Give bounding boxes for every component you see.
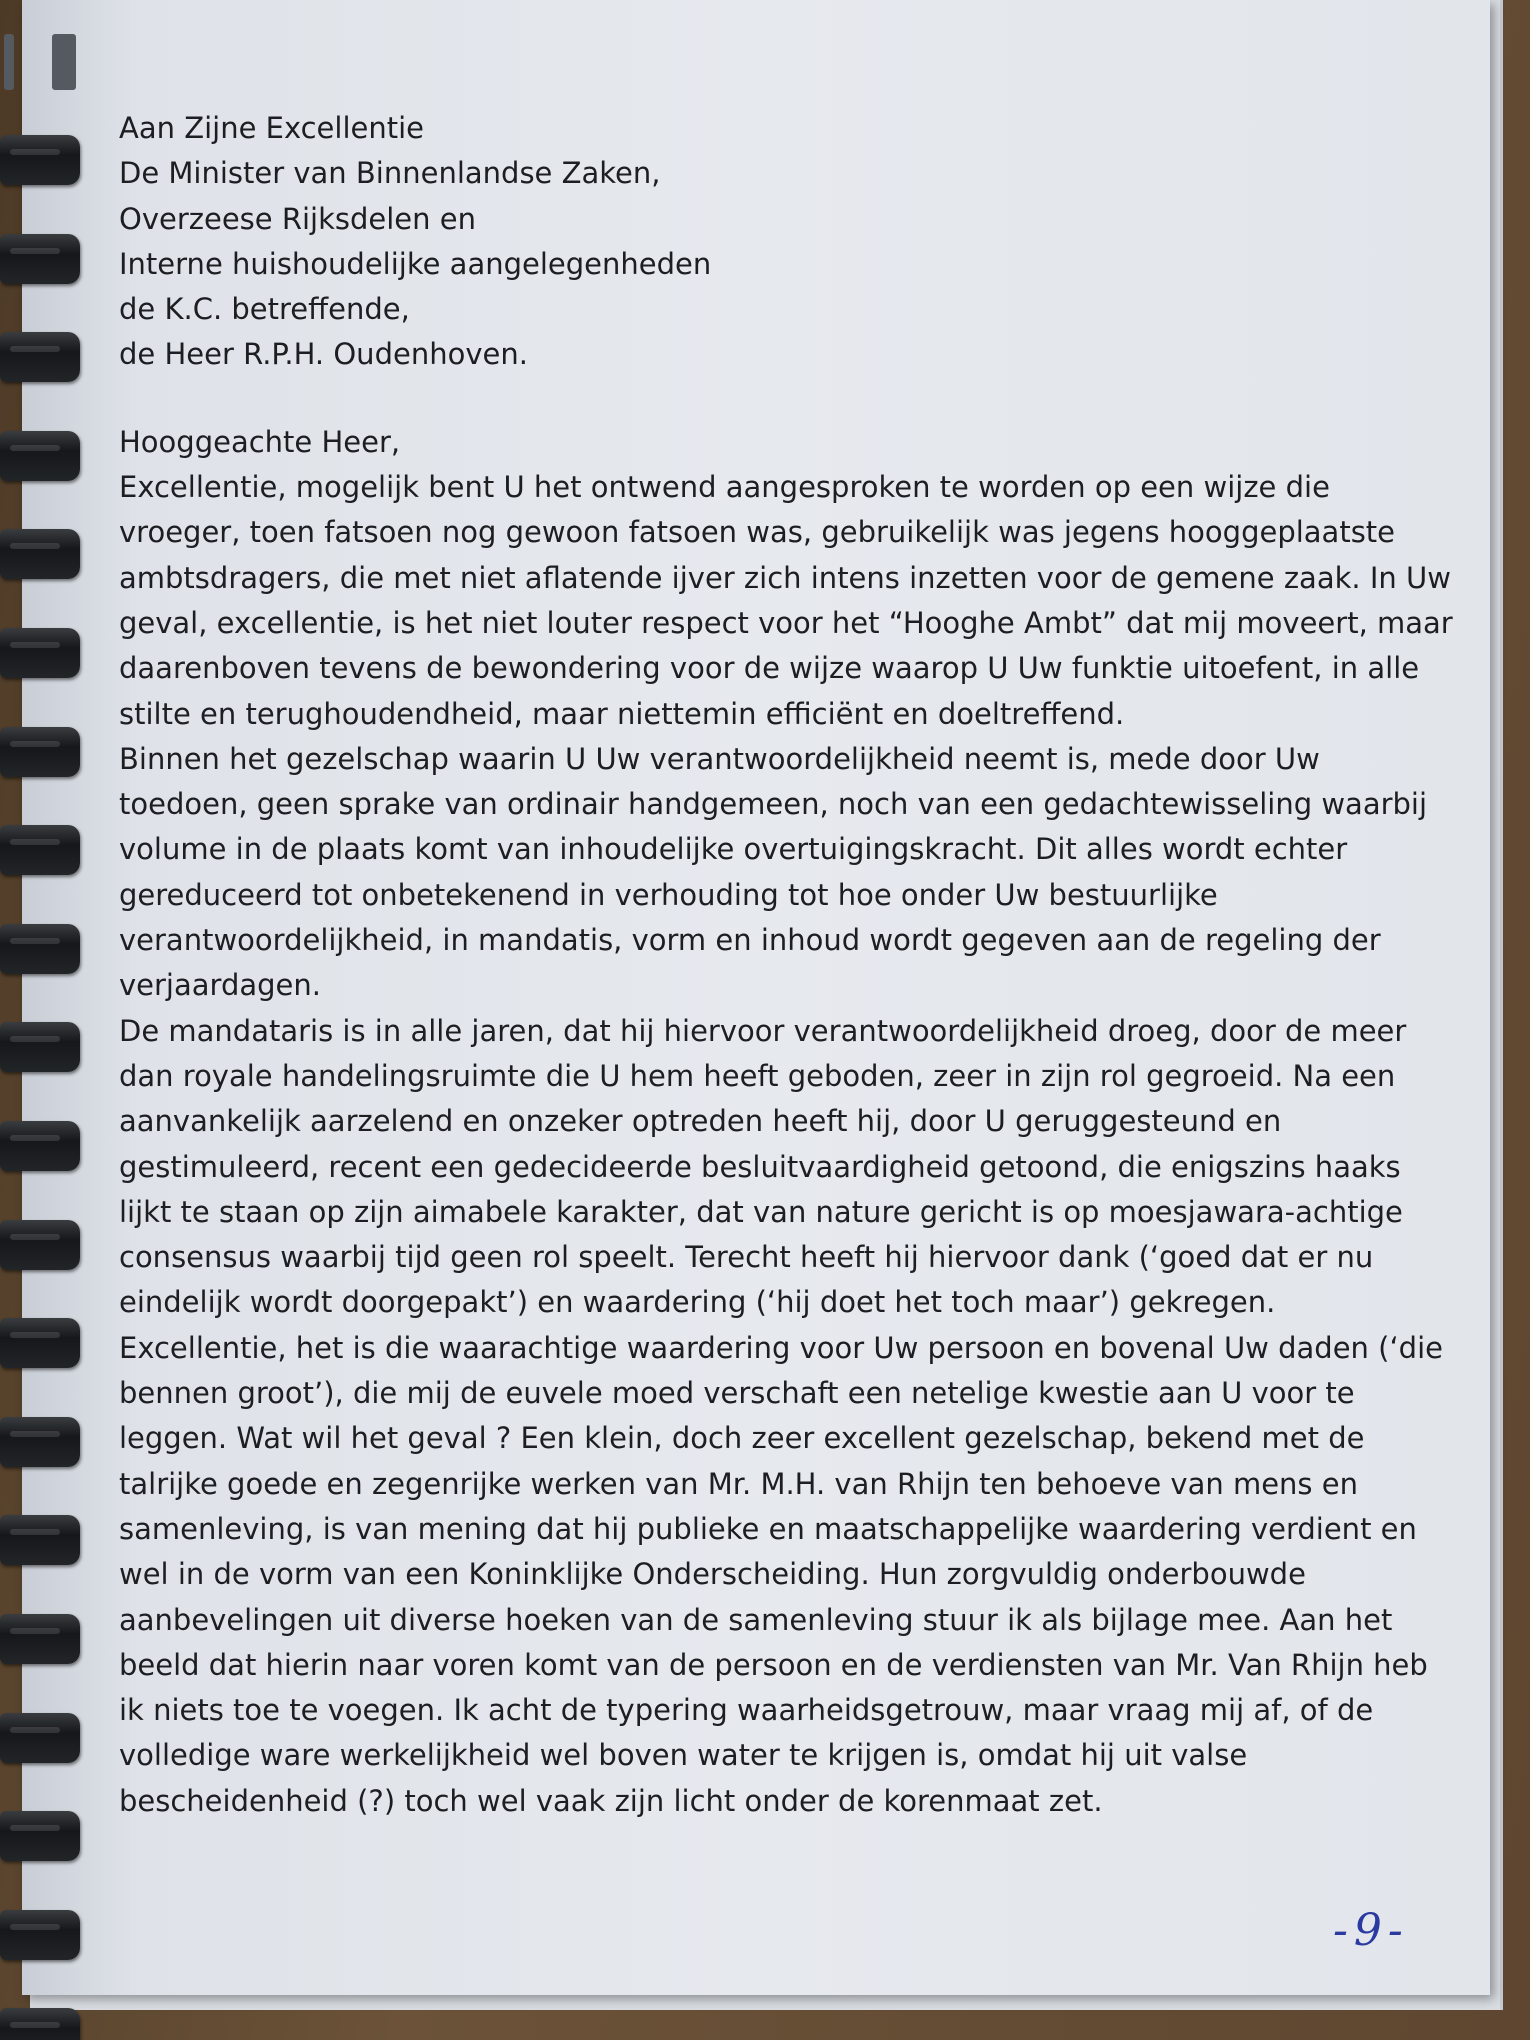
binding-top-mark: [4, 34, 14, 90]
address-line: de Heer R.P.H. Oudenhoven.: [119, 337, 528, 372]
body-line: aanvankelijk aarzelend en onzeker optreden heeft hij, door U geruggesteund en: [119, 1104, 1282, 1139]
binding-ring: [0, 1811, 80, 1861]
body-line: Excellentie, het is die waarachtige waardering voor Uw persoon en bovenal Uw daden (‘die: [119, 1330, 1443, 1365]
body-line: gestimuleerd, recent een gedecideerde besluitvaardigheid getoond, die enigszins haaks: [119, 1149, 1401, 1184]
address-line: de K.C. betreffende,: [119, 292, 410, 327]
binding-ring: [0, 234, 80, 284]
body-line: aanbevelingen uit diverse hoeken van de samenleving stuur ik als bijlage mee. Aan het: [119, 1602, 1393, 1637]
address-line: Overzeese Rijksdelen en: [119, 201, 476, 236]
binding-ring: [0, 1713, 80, 1763]
spiral-binding: [0, 0, 90, 2040]
binding-ring: [0, 1614, 80, 1664]
body-line: verjaardagen.: [119, 968, 321, 1003]
binding-ring: [0, 727, 80, 777]
body-line: volledige ware werkelijkheid wel boven water te krijgen is, omdat hij uit valse: [119, 1738, 1248, 1773]
body-line: beeld dat hierin naar voren komt van de persoon en de verdiensten van Mr. Van Rhijn heb: [119, 1647, 1428, 1682]
binding-ring: [0, 924, 80, 974]
address-line: De Minister van Binnenlandse Zaken,: [119, 156, 661, 191]
binding-ring: [0, 529, 80, 579]
binding-ring: [0, 431, 80, 481]
body-line: ambtsdragers, die met niet aflatende ijver zich intens inzetten voor de gemene zaak. In Uw: [119, 560, 1451, 595]
body-line: gereduceerd tot onbetekenend in verhouding tot hoe onder Uw bestuurlijke: [119, 877, 1218, 912]
body-line: leggen. Wat wil het geval ? Een klein, doch zeer excellent gezelschap, bekend met de: [119, 1421, 1365, 1456]
binding-ring: [0, 825, 80, 875]
binding-ring: [0, 2008, 80, 2040]
body-line: ik niets toe te voegen. Ik acht de typering waarheidsgetrouw, maar vraag mij af, of de: [119, 1693, 1374, 1728]
address-block: [119, 106, 1409, 378]
binding-ring: [0, 628, 80, 678]
body-line: Binnen het gezelschap waarin U Uw verantwoordelijkheid neemt is, mede door Uw: [119, 741, 1320, 776]
body-line: bennen groot’), die mij de euvele moed verschaft een netelige kwestie aan U voor te: [119, 1376, 1355, 1411]
body-line: vroeger, toen fatsoen nog gewoon fatsoen was, gebruikelijk was jegens hooggeplaatste: [119, 515, 1396, 550]
body-line: toedoen, geen sprake van ordinair handgemeen, noch van een gedachtewisseling waarbij: [119, 787, 1428, 822]
binding-ring: [0, 1121, 80, 1171]
address-line: Aan Zijne Excellentie: [119, 111, 424, 145]
body-line: dan royale handelingsruimte die U hem heeft geboden, zeer in zijn rol gegroeid. Na een: [119, 1058, 1396, 1093]
body-line: Excellentie, mogelijk bent U het ontwend aangesproken te worden op een wijze die: [119, 470, 1330, 505]
binding-ring: [0, 1318, 80, 1368]
body-line: De mandataris is in alle jaren, dat hij hiervoor verantwoordelijkheid droeg, door de meer: [119, 1013, 1407, 1048]
body-line: consensus waarbij tijd geen rol speelt. Terecht heeft hij hiervoor dank (‘goed dat er nu: [119, 1240, 1374, 1275]
binding-ring: [0, 1515, 80, 1565]
body-line: geval, excellentie, is het niet louter respect voor het “Hooghe Ambt” dat mij moveert, maar: [119, 605, 1453, 640]
letter-body: [119, 465, 1453, 1824]
page-number: -9-: [1333, 1905, 1409, 1956]
binding-ring: [0, 1910, 80, 1960]
binding-ring: [0, 1220, 80, 1270]
body-line: volume in de plaats komt van inhoudelijke overtuigingskracht. Dit alles wordt echter: [119, 832, 1348, 867]
binding-ring: [0, 1022, 80, 1072]
body-line: wel in de vorm van een Koninklijke Onderscheiding. Hun zorgvuldig onderbouwde: [119, 1557, 1306, 1592]
salutation: Hooggeachte Heer,: [119, 424, 401, 459]
binding-ring: [0, 135, 80, 185]
body-line: eindelijk wordt doorgepakt’) en waardering (‘hij doet het toch maar’) gekregen.: [119, 1285, 1276, 1320]
address-line: Interne huishoudelijke aangelegenheden: [119, 246, 712, 281]
spacer: [119, 378, 1409, 420]
body-line: samenleving, is van mening dat hij publieke en maatschappelijke waardering verdient en: [119, 1511, 1417, 1546]
body-line: lijkt te staan op zijn aimabele karakter, dat van nature gericht is op moesjawara-achtige: [119, 1194, 1403, 1229]
body-line: verantwoordelijkheid, in mandatis, vorm en inhoud wordt gegeven aan de regeling der: [119, 923, 1381, 958]
body-line: talrijke goede en zegenrijke werken van Mr. M.H. van Rhijn ten behoeve van mens en: [119, 1466, 1358, 1501]
body-line: stilte en terughoudendheid, maar niettemin efficiënt en doeltreffend.: [119, 696, 1125, 731]
binding-top-mark: [52, 34, 76, 90]
letter-content: [119, 106, 1453, 1824]
binding-ring: [0, 332, 80, 382]
body-line: bescheidenheid (?) toch wel vaak zijn licht onder de korenmaat zet.: [119, 1783, 1103, 1818]
binding-ring: [0, 1417, 80, 1467]
body-line: daarenboven tevens de bewondering voor de wijze waarop U Uw funktie uitoefent, in alle: [119, 651, 1420, 686]
